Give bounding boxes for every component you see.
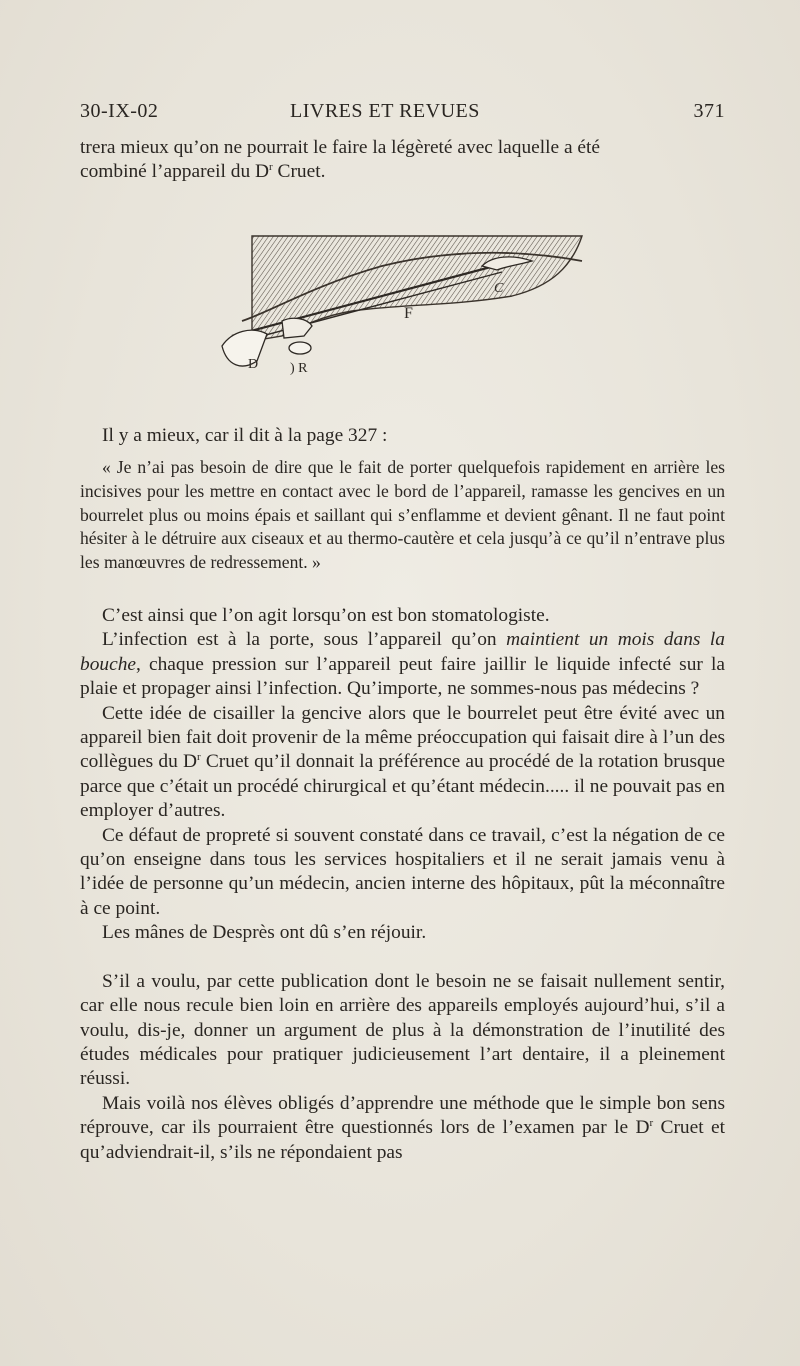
paragraph-1: C’est ainsi que l’on agit lorsqu’on est bon stomatologiste.: [102, 605, 550, 626]
intro-line-2: combiné l’appareil du $D^r$ Cruet.: [80, 161, 326, 183]
paragraph-4: Ce défaut de propreté si souvent constaté dans ce travail, c’est la négation de ce qu’on enseigne dans tous les services hospitaliers et il ne serait jamais venu à l’idée de personne qu’un médecin, ancien interne des hôpitaux, pût la méconnaître à ce point.: [80, 824, 725, 919]
paragraph-7: Mais voilà nos élèves obligés d’apprendre une méthode que le simple bon sens réprouve, car ils pourraient être questionnés lors de l’examen par le $D^r$ Cruet et qu’adviendrait-il, s’ils ne répondaient pas: [80, 1092, 725, 1163]
body-text: [80, 604, 725, 1165]
paragraph-6: S’il a voulu, par cette publication dont le besoin ne se faisait nullement sentir, car elle nous recule bien loin en arrière des appareils employés aujourd’hui, s’il a voulu, dis-je, donner un argument de plus à la démonstration de l’inutilité des études médicales pour pratiquer judicieusement l’art dentaire, il a pleinement réussi.: [80, 970, 725, 1090]
header-title: LIVRES ET REVUES: [290, 100, 480, 122]
intro-line-1: trera mieux qu’on ne pourrait le faire la légèreté avec laquelle a été: [80, 137, 601, 158]
ring-r: [289, 342, 311, 354]
tooth-d: [222, 330, 267, 366]
label-c: C: [494, 281, 504, 296]
label-r: ) R: [290, 361, 308, 376]
label-f: F: [404, 305, 413, 322]
quote-intro: Il y a mieux, car il dit à la page 327 :: [102, 425, 388, 446]
appliance-illustration: [212, 226, 592, 376]
quote-block: « Je n’ai pas besoin de dire que le fait de porter quelquefois rapidement en arrière les incisives pour les mettre en contact avec le bord de l’appareil, ramasse les gencives en un bourrelet plus ou moins épais et saillant qui s’enflamme et devient gênant. Il ne faut point hésiter à le détruire aux ciseaux et au thermo-cautère et cela jusqu’à ce qu’il n’entrave plus les manœuvres de redressement. »: [80, 457, 725, 573]
header-date: 30-IX-02: [80, 100, 159, 122]
paragraph-5: Les mânes de Desprès ont dû s’en réjouir.: [102, 922, 427, 944]
label-d: D: [248, 357, 259, 372]
running-header: [80, 100, 725, 126]
paragraph-2: L’infection est à la porte, sous l’appareil qu’on maintient un mois dans la bouche, chaque pression sur l’appareil peut faire jaillir le liquide infecté sur la plaie et propager ainsi l’infection. Qu’importe, ne sommes-nous pas médecins ?: [80, 629, 726, 700]
page-number: 371: [693, 100, 725, 122]
paragraph-3: Cette idée de cisailler la gencive alors que le bourrelet peut être évité avec un appareil bien fait doit provenir de la même préoccupation qui faisait dire à l’un des collègues du $D^r$ Cruet qu’il donnait la préférence au procédé de la rotation brusque parce que c’était un procédé chirurgical et qu’étant médecin..... il ne pouvait pas en employer d’autres.: [80, 702, 726, 822]
intro-paragraph: [80, 136, 725, 185]
